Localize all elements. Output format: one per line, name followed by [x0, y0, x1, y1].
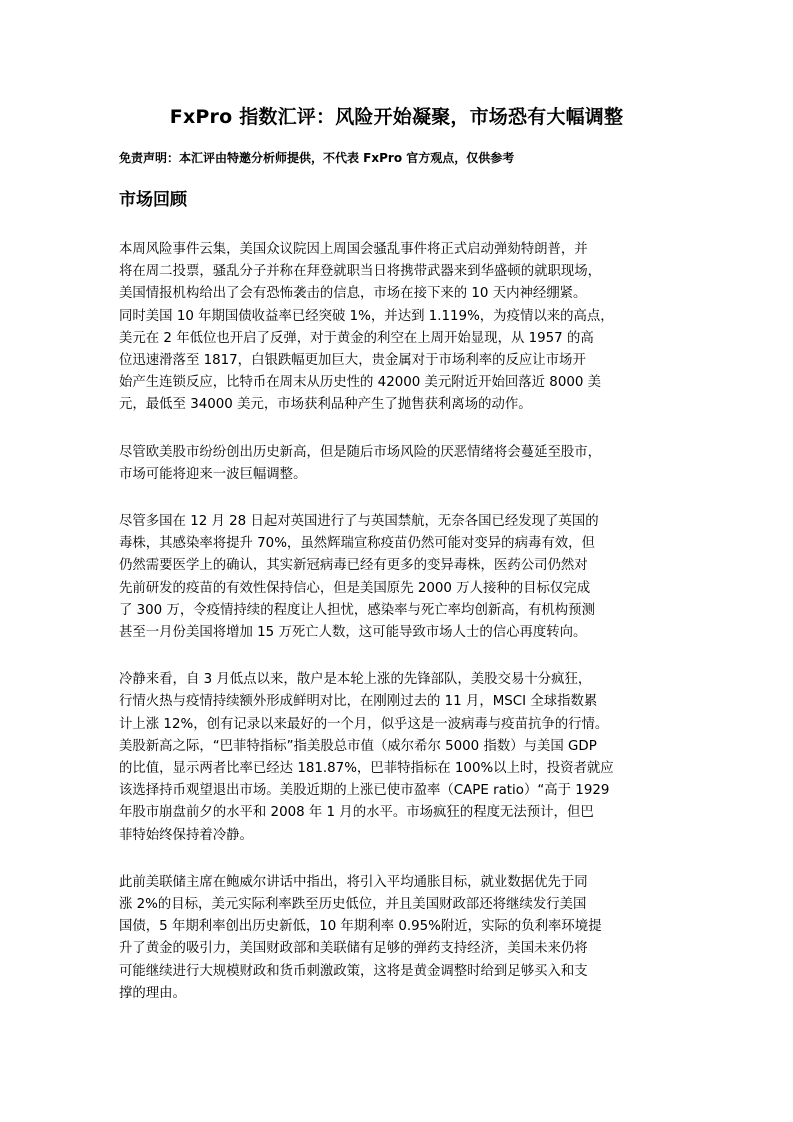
paragraph-2 [119, 442, 675, 486]
paragraph-line: 可能继续进行大规模财政和货币刺激政策，这将是黄金调整时给到足够买入和支 [119, 963, 588, 979]
section-heading-market-review: 市场回顾 [119, 190, 187, 210]
paragraph-line: 美国情报机构给出了会有恐怖袭击的信息，市场在接下来的 10 天内神经绷紧。 [119, 286, 587, 302]
paragraph-line: 升了黄金的吸引力，美国财政部和美联储有足够的弹药支持经济，美国未来仍将 [119, 941, 588, 957]
paragraph-line: 毒株，其感染率将提升 70%，虽然辉瑞宣称疫苗仍然可能对变异的病毒有效，但 [119, 536, 595, 552]
paragraph-line: 将在周二投票，骚乱分子并称在拜登就职当日将携带武器来到华盛顿的就职现场， [119, 264, 602, 280]
paragraph-line: 仍然需要医学上的确认，其实新冠病毒已经有更多的变异毒株，医药公司仍然对 [119, 558, 588, 574]
paragraph-line: 美股新高之际，“巴菲特指标”指美股总市值（威尔希尔 5000 指数）与美国 GDP [119, 738, 597, 754]
paragraph-line: 冷静来看，自 3 月低点以来，散户是本轮上涨的先锋部队，美股交易十分疯狂， [119, 672, 592, 688]
paragraph-line: 行情火热与疫情持续额外形成鲜明对比，在刚刚过去的 11 月，MSCI 全球指数累 [119, 694, 598, 710]
paragraph-line: 该选择持币观望退出市场。美股近期的上涨已使市盈率（CAPE ratio）“高于 1929 [119, 783, 610, 799]
paragraph-4 [119, 669, 675, 847]
paragraph-line: 计上涨 12%，创有记录以来最好的一个月，似乎这是一波病毒与疫苗抗争的行情。 [119, 716, 609, 732]
paragraph-line: 始产生连锁反应，比特币在周末从历史性的 42000 美元附近开始回落近 8000 美 [119, 375, 602, 391]
paragraph-line: 涨 2%的目标，美元实际利率跌至历史低位，并且美国财政部还将继续发行美国 [119, 897, 587, 913]
paragraph-line: 市场可能将迎来一波巨幅调整。 [119, 466, 307, 482]
paragraph-line: 位迅速滑落至 1817，白银跌幅更加巨大，贵金属对于市场利率的反应让市场开 [119, 353, 586, 369]
paragraph-line: 甚至一月份美国将增加 15 万死亡人数，这可能导致市场人士的信心再度转向。 [119, 625, 587, 641]
paragraph-line: 元，最低至 34000 美元，市场获利品种产生了抛售获利离场的动作。 [119, 397, 532, 413]
paragraph-line: 先前研发的疫苗的有效性保持信心，但是美国原先 2000 万人接种的目标仅完成 [119, 580, 591, 596]
paragraph-line: 此前美联储主席在鲍威尔讲话中指出，将引入平均通胀目标，就业数据优先于同 [119, 874, 588, 890]
paragraph-line: 尽管欧美股市纷纷创出历史新高，但是随后市场风险的厌恶情绪将会蔓延至股市， [119, 444, 602, 460]
paragraph-5 [119, 872, 675, 1005]
disclaimer: 免责声明：本汇评由特邀分析师提供，不代表 FxPro 官方观点，仅供参考 [119, 151, 515, 165]
paragraph-line: 撑的理由。 [119, 985, 186, 1001]
paragraph-line: 菲特始终保持着冷静。 [119, 827, 253, 843]
paragraph-line: 本周风险事件云集，美国众议院因上周国会骚乱事件将正式启动弹劾特朗普，并 [119, 242, 588, 257]
paragraph-3 [119, 511, 675, 644]
paragraph-line: 了 300 万，令疫情持续的程度让人担忧，感染率与死亡率均创新高，有机构预测 [119, 602, 595, 618]
paragraph-1 [119, 239, 675, 417]
paragraph-line: 同时美国 10 年期国债收益率已经突破 1%，并达到 1.119%，为疫情以来的高点， [119, 308, 614, 324]
paragraph-line: 国债，5 年期利率创出历史新低，10 年期利率 0.95%附近，实际的负利率环境提 [119, 919, 602, 935]
paragraph-line: 的比值，显示两者比率已经达 181.87%，巴菲特指标在 100%以上时，投资者就应 [119, 761, 614, 777]
paragraph-line: 尽管多国在 12 月 28 日起对英国进行了与英国禁航，无奈各国已经发现了英国的 [119, 514, 599, 530]
document-title: FxPro 指数汇评：风险开始凝聚，市场恐有大幅调整 [169, 106, 624, 128]
article-body [119, 239, 675, 1030]
paragraph-line: 年股市崩盘前夕的水平和 2008 年 1 月的水平。市场疯狂的程度无法预计，但巴 [119, 805, 594, 821]
paragraph-line: 美元在 2 年低位也开启了反弹，对于黄金的利空在上周开始显现，从 1957 的高 [119, 330, 594, 346]
